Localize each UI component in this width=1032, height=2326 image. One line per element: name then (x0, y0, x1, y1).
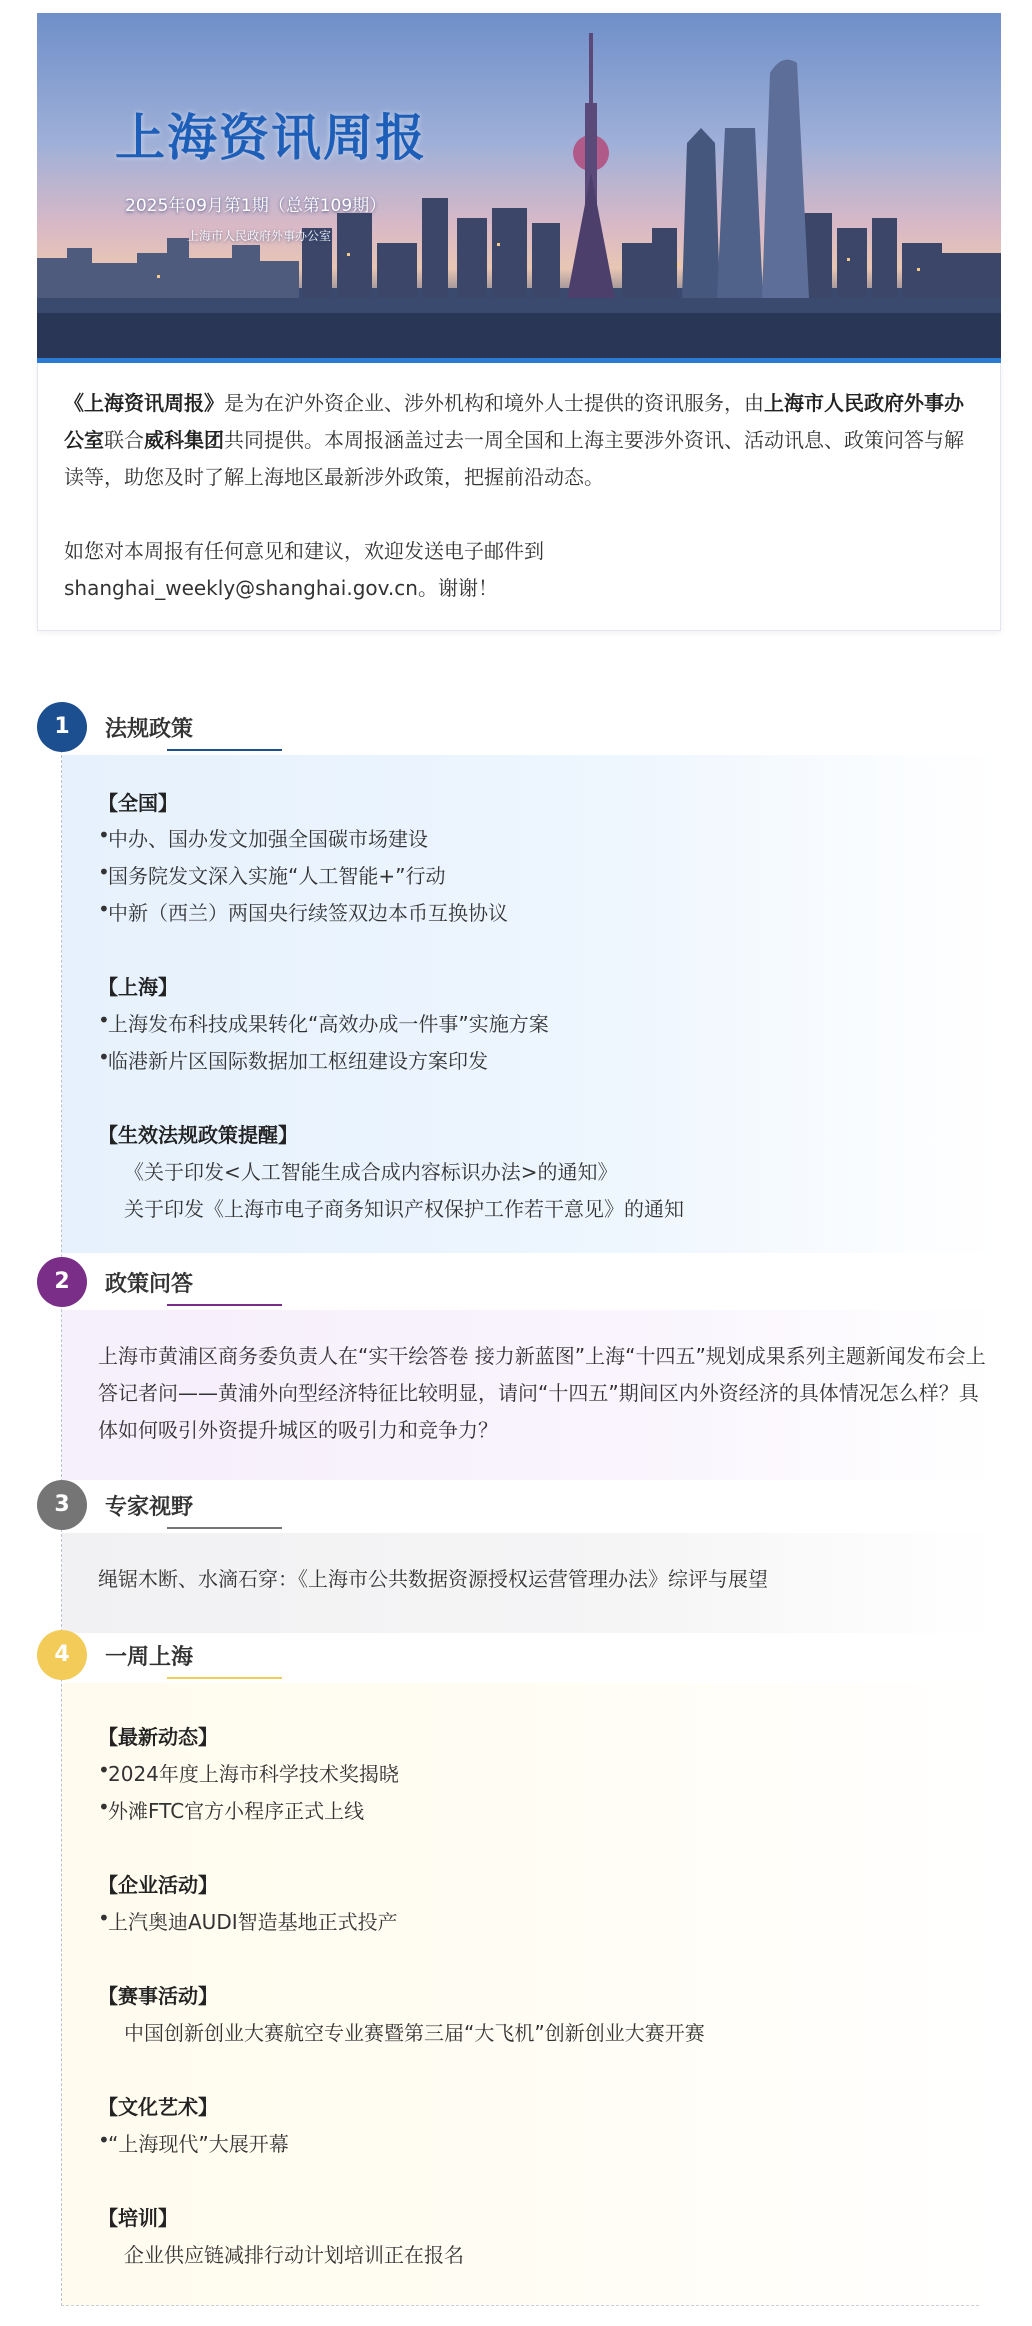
group-label-enterprise: 【企业活动】 (98, 1873, 218, 1897)
section-number-badge: 3 (37, 1480, 87, 1530)
list-item[interactable]: • “上海现代”大展开幕 (108, 2128, 289, 2157)
group-label-training: 【培训】 (98, 2206, 178, 2230)
page-title: 上海资讯周报 (115, 109, 427, 167)
intro-publication-name: 《上海资讯周报》 (64, 391, 224, 415)
header-banner (37, 13, 1001, 363)
section-header-policy-qa (37, 1257, 437, 1309)
expert-article-link[interactable]: 绳锯木断、水滴石穿：《上海市公共数据资源授权运营管理办法》综评与展望 (98, 1567, 768, 1591)
section-underline (167, 1677, 282, 1679)
intro-box (37, 363, 1001, 631)
group-label-culture: 【文化艺术】 (98, 2095, 218, 2119)
list-item[interactable]: • 临港新片区国际数据加工枢纽建设方案印发 (108, 1045, 488, 1074)
section-title[interactable]: 专家视野 (105, 1495, 194, 1520)
section-underline (167, 1304, 282, 1306)
list-item[interactable]: • 外滩FTC官方小程序正式上线 (108, 1795, 364, 1824)
skyline-illustration (37, 13, 1001, 358)
group-label-national: 【全国】 (98, 791, 178, 815)
intro-text: 是为在沪外资企业、涉外机构和境外人士提供的资讯服务，由 (224, 391, 764, 415)
section-title[interactable]: 政策问答 (105, 1272, 194, 1297)
list-item[interactable]: • 中办、国办发文加强全国碳市场建设 (108, 823, 428, 852)
divider (61, 2305, 979, 2306)
intro-text: 共同提供。本周报涵盖过去一周全国和上海主要涉外资讯、活动讯息、政策问答与解读等，助您及时了解上海地区最新涉外政策，把握前沿动态。 (64, 428, 964, 489)
group-label-competitions: 【赛事活动】 (98, 1984, 218, 2008)
list-item[interactable]: 关于印发《上海市电子商务知识产权保护工作若干意见》的通知 (124, 1197, 684, 1221)
group-label-effective-policies: 【生效法规政策提醒】 (98, 1123, 298, 1147)
section-number-badge: 1 (37, 702, 87, 752)
list-item[interactable]: 企业供应链减排行动计划培训正在报名 (124, 2243, 464, 2267)
list-item[interactable]: • 上汽奥迪AUDI智造基地正式投产 (108, 1906, 398, 1935)
section-header-laws (37, 702, 437, 754)
section-title[interactable]: 一周上海 (105, 1645, 194, 1670)
intro-office-name: 上海市人民政府外事办公室 (64, 391, 964, 452)
section-underline (167, 749, 282, 751)
group-label-shanghai: 【上海】 (98, 975, 178, 999)
list-item[interactable]: • 2024年度上海市科学技术奖揭晓 (108, 1758, 399, 1787)
section-title[interactable]: 法规政策 (105, 717, 194, 742)
feedback-email[interactable]: shanghai_weekly@shanghai.gov.cn。谢谢！ (64, 576, 498, 600)
qa-article-link[interactable]: 上海市黄浦区商务委负责人在“实干绘答卷 接力新蓝图”上海“十四五”规划成果系列主题新闻发布会上答记者问——黄浦外向型经济特征比较明显，请问“十四五”期间区内外资经济的具体情况怎么样？具体如何吸引外资提升城区的吸引力和竞争力？ (98, 1344, 986, 1442)
intro-text: 联合 (104, 428, 144, 452)
feedback-text: 如您对本周报有任何意见和建议，欢迎发送电子邮件到 (64, 539, 544, 563)
section-underline (167, 1527, 282, 1529)
section-header-weekly-shanghai (37, 1630, 437, 1682)
intro-paragraph (64, 385, 974, 496)
section-number-badge: 2 (37, 1257, 87, 1307)
list-item[interactable]: • 中新（西兰）两国央行续签双边本币互换协议 (108, 897, 508, 926)
publisher-office: 上海市人民政府外事办公室 (187, 229, 332, 243)
list-item[interactable]: • 上海发布科技成果转化“高效办成一件事”实施方案 (108, 1008, 549, 1037)
section-header-expert-view (37, 1480, 437, 1532)
list-item[interactable]: • 国务院发文深入实施“人工智能+”行动 (108, 860, 445, 889)
section-panel-weekly-shanghai (62, 1683, 999, 2305)
section-number-badge: 4 (37, 1630, 87, 1680)
list-item[interactable]: 中国创新创业大赛航空专业赛暨第三届“大飞机”创新创业大赛开赛 (124, 2021, 705, 2045)
section-panel-policy-qa (62, 1310, 999, 1480)
group-label-latest-news: 【最新动态】 (98, 1725, 218, 1749)
list-item[interactable]: 《关于印发<人工智能生成合成内容标识办法>的通知》 (124, 1160, 618, 1184)
section-panel-laws (62, 755, 999, 1253)
intro-partner-name: 威科集团 (144, 428, 224, 452)
issue-number: 2025年09月第1期（总第109期） (125, 196, 387, 216)
section-panel-expert-view (62, 1533, 999, 1633)
